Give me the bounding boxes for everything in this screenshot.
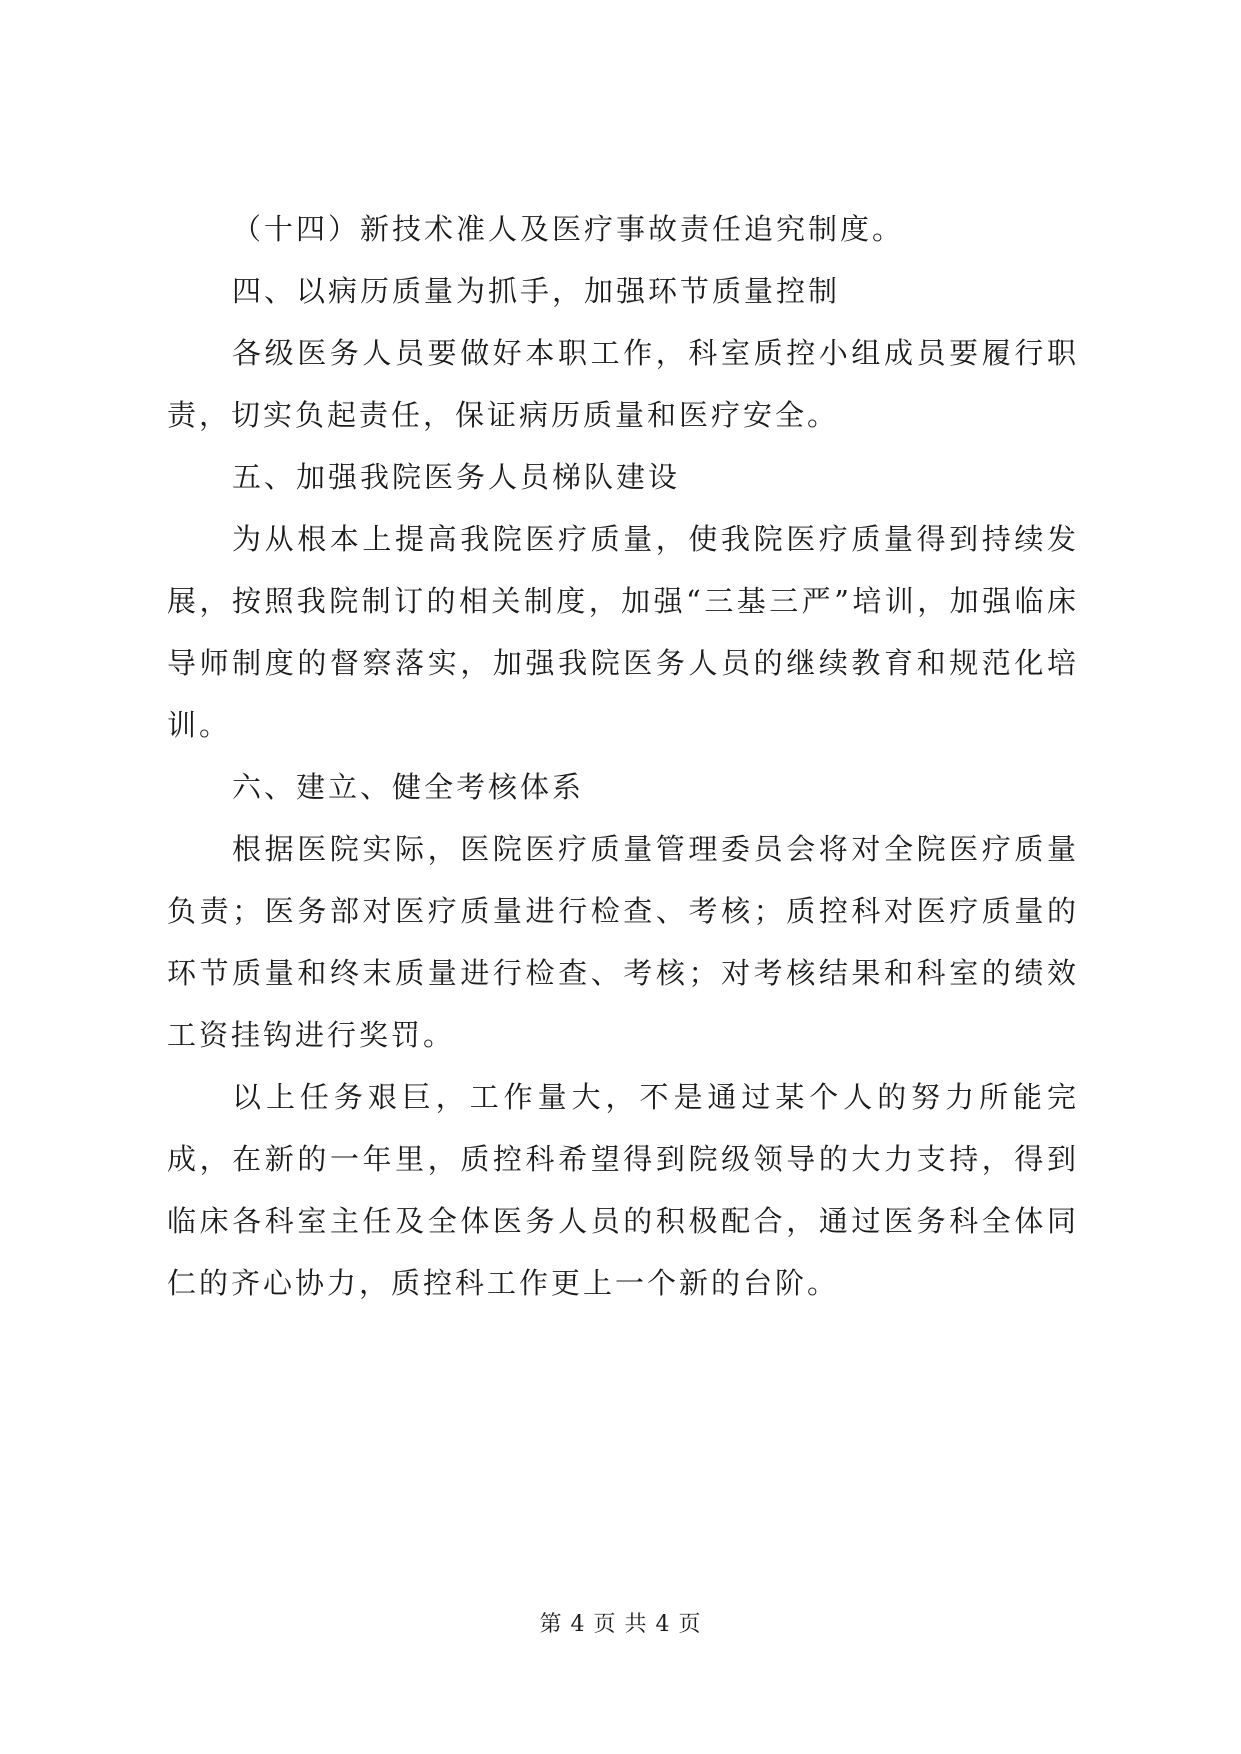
section-heading-4: 四、以病历质量为抓手，加强环节质量控制 (232, 274, 841, 308)
page-number-footer: 第 4 页 共 4 页 (539, 1612, 702, 1637)
section-heading-5: 五、加强我院医务人员梯队建设 (232, 460, 681, 494)
paragraph-item-14: （十四）新技术准人及医疗事故责任追究制度。 (232, 212, 905, 246)
paragraph-section-4: 各级医务人员要做好本职工作，科室质控小组成员要履行职责，切实负起责任，保证病历质量和医疗安全。 (167, 336, 1079, 432)
section-heading-6: 六、建立、健全考核体系 (232, 770, 585, 804)
paragraph-section-5: 为从根本上提高我院医疗质量，使我院医疗质量得到持续发展，按照我院制订的相关制度，加强“三基三严”培训，加强临床导师制度的督察落实，加强我院医务人员的继续教育和规范化培训。 (167, 522, 1079, 742)
paragraph-conclusion: 以上任务艰巨，工作量大，不是通过某个人的努力所能完成，在新的一年里，质控科希望得到院级领导的大力支持，得到临床各科室主任及全体医务人员的积极配合，通过医务科全体同仁的齐心协力，质控科工作更上一个新的台阶。 (167, 1080, 1079, 1300)
paragraph-section-6: 根据医院实际，医院医疗质量管理委员会将对全院医疗质量负责；医务部对医疗质量进行检查、考核；质控科对医疗质量的环节质量和终末质量进行检查、考核；对考核结果和科室的绩效工资挂钩进行奖罚。 (167, 832, 1079, 1052)
document-body (167, 198, 1079, 1314)
